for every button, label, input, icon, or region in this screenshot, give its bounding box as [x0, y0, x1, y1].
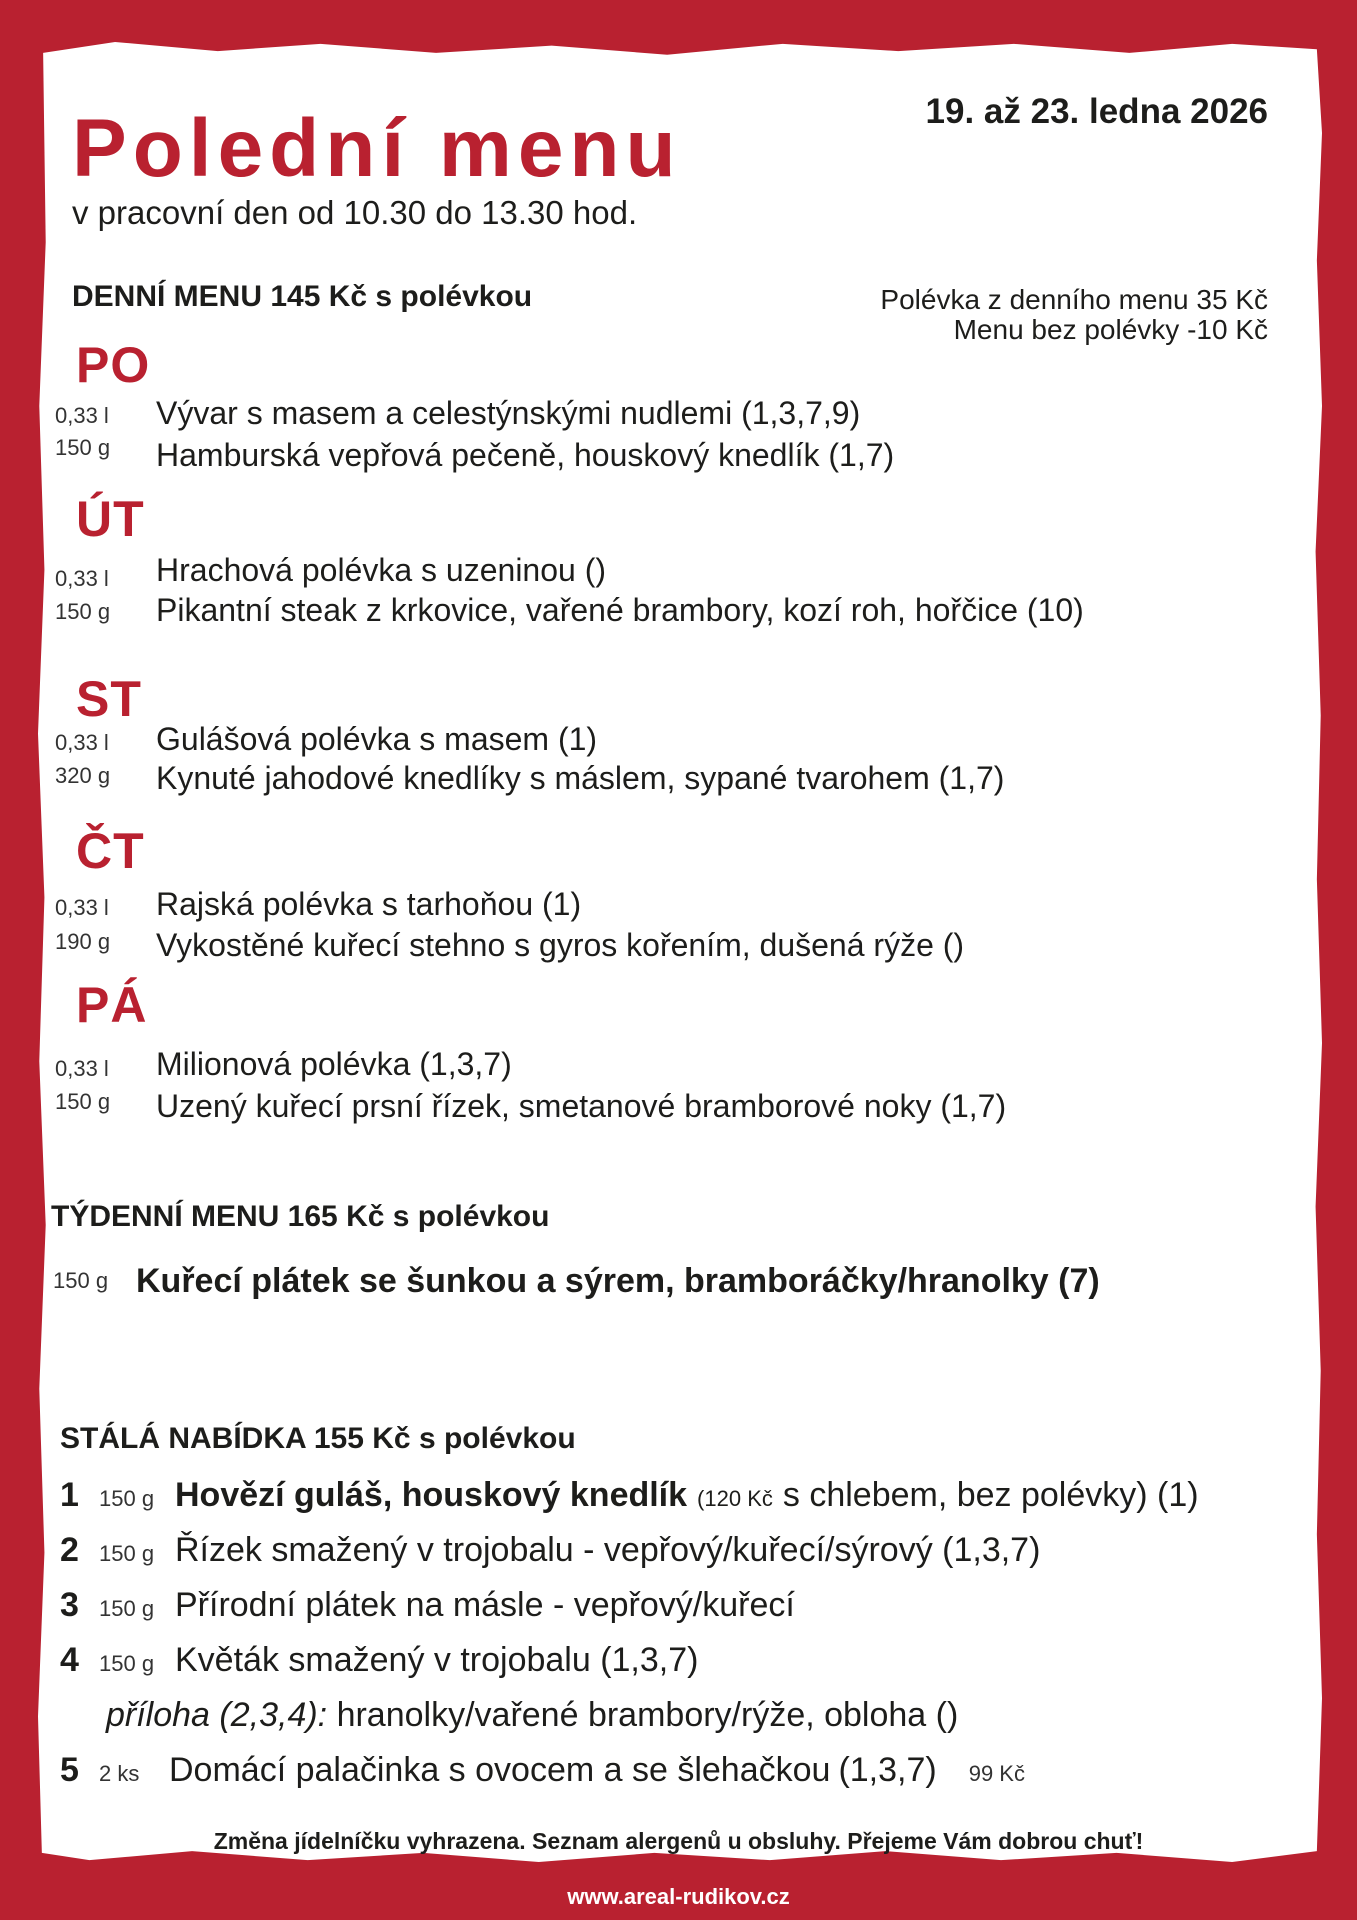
item-amount: 150 g	[99, 1596, 155, 1621]
main-amount: 320 g	[55, 763, 111, 788]
date-range: 19. až 23. ledna 2026	[925, 92, 1268, 131]
soup-amount: 0,33 l	[55, 730, 109, 755]
item-alt-price: (120 Kč	[697, 1486, 773, 1511]
item-amount: 150 g	[99, 1541, 155, 1566]
soup-dish: Milionová polévka (1,3,7)	[156, 1046, 512, 1082]
main-dish: Vykostěné kuřecí stehno s gyros kořením, dušená rýže ()	[156, 927, 965, 963]
item-number: 5	[60, 1751, 79, 1789]
item-allergens: (1,3,7)	[838, 1751, 937, 1789]
standing-item	[60, 1641, 698, 1681]
main-dish: Kynuté jahodové knedlíky s máslem, sypané tvarohem (1,7)	[156, 760, 1005, 796]
soup-dish: Vývar s masem a celestýnskými nudlemi (1,3,7,9)	[156, 395, 861, 431]
weekly-menu-heading: TÝDENNÍ MENU 165 Kč s polévkou	[51, 1200, 550, 1233]
item-price: 99 Kč	[968, 1761, 1025, 1786]
item-name: Květák smažený v trojobalu (1,3,7)	[175, 1641, 699, 1679]
main-dish: Hamburská vepřová pečeně, houskový knedlík (1,7)	[156, 437, 895, 473]
main-amount: 150 g	[55, 1089, 111, 1114]
main-amount: 150 g	[55, 435, 111, 460]
item-amount: 150 g	[99, 1651, 155, 1676]
soup-dish: Hrachová polévka s uzeninou ()	[156, 552, 607, 588]
standing-item	[60, 1476, 1199, 1516]
main-dish: Pikantní steak z krkovice, vařené brambory, kozí roh, hořčice (10)	[156, 592, 1084, 628]
no-soup-note: Menu bez polévky -10 Kč	[953, 314, 1268, 345]
day-label-thursday: ČT	[76, 823, 145, 879]
item-alt-note: s chlebem, bez polévky) (1)	[782, 1476, 1199, 1514]
day-label-tuesday: ÚT	[76, 491, 145, 547]
main-dish: Uzený kuřecí prsní řízek, smetanové bramborové noky (1,7)	[156, 1088, 1007, 1124]
standing-offer-heading: STÁLÁ NABÍDKA 155 Kč s polévkou	[60, 1422, 576, 1455]
main-amount: 150 g	[55, 599, 111, 624]
soup-amount: 0,33 l	[55, 895, 109, 920]
day-label-friday: PÁ	[76, 977, 148, 1033]
page-title: Polední menu	[72, 103, 682, 194]
daily-menu-heading: DENNÍ MENU 145 Kč s polévkou	[72, 280, 533, 313]
item-name: Přírodní plátek na másle - vepřový/kuřecí	[175, 1586, 795, 1624]
side-dish-label: příloha (2,3,4):	[106, 1696, 328, 1734]
soup-amount: 0,33 l	[55, 1056, 109, 1081]
footer-note: Změna jídelníčku vyhrazena. Seznam alergenů u obsluhy. Přejeme Vám dobrou chuť!	[213, 1828, 1144, 1854]
standing-item	[60, 1586, 795, 1626]
item-name: Řízek smažený v trojobalu - vepřový/kuřecí/sýrový (1,3,7)	[175, 1531, 1041, 1569]
item-number: 1	[60, 1476, 79, 1514]
day-label-wednesday: ST	[76, 671, 142, 727]
day-label-monday: PO	[76, 337, 151, 393]
weekly-amount: 150 g	[53, 1268, 109, 1293]
item-number: 3	[60, 1586, 79, 1624]
item-number: 2	[60, 1531, 79, 1569]
weekly-dish: Kuřecí plátek se šunkou a sýrem, bramboráčky/hranolky (7)	[136, 1262, 1100, 1300]
side-dish-note	[106, 1698, 958, 1732]
soup-price-note: Polévka z denního menu 35 Kč	[880, 284, 1268, 315]
soup-amount: 0,33 l	[55, 403, 109, 428]
item-amount: 2 ks	[99, 1761, 140, 1786]
main-amount: 190 g	[55, 929, 111, 954]
item-amount: 150 g	[99, 1486, 155, 1511]
item-name: Domácí palačinka s ovocem a se šlehačkou	[169, 1751, 831, 1789]
soup-amount: 0,33 l	[55, 566, 109, 591]
soup-dish: Rajská polévka s tarhoňou (1)	[156, 886, 582, 922]
item-name: Hovězí guláš, houskový knedlík	[175, 1476, 688, 1514]
soup-dish: Gulášová polévka s masem (1)	[156, 721, 598, 757]
item-number: 4	[60, 1641, 79, 1679]
standing-item	[60, 1751, 1025, 1791]
standing-item	[60, 1531, 1040, 1571]
opening-hours: v pracovní den od 10.30 do 13.30 hod.	[72, 194, 638, 231]
side-dish-options: hranolky/vařené brambory/rýže, obloha ()	[336, 1696, 959, 1734]
website-link[interactable]: www.areal-rudikov.cz	[567, 1884, 790, 1909]
